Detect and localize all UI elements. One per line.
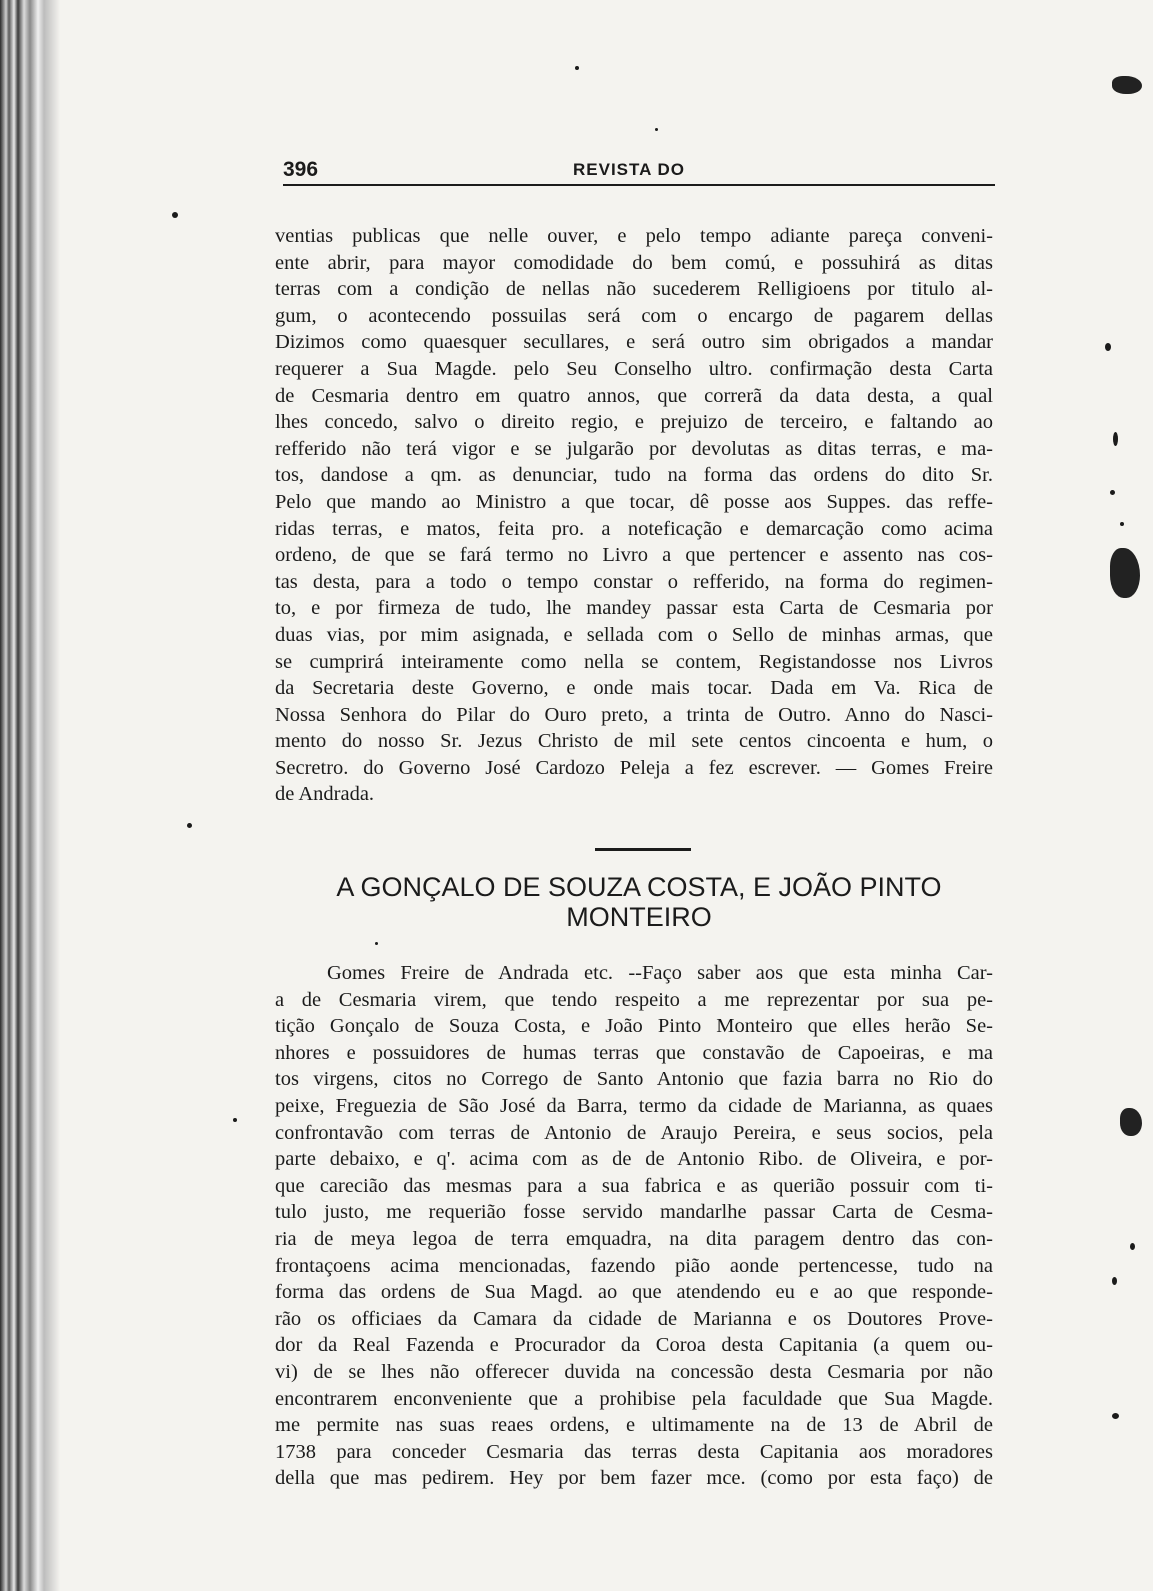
text-line: nhores e possuidores de humas terras que constavão de Capoeiras, e ma [275, 1041, 993, 1064]
page-number: 396 [283, 158, 319, 181]
text-line: Dizimos como quaesquer secullares, e será outro sim obrigados a mandar [275, 331, 993, 354]
text-line: Pelo que mando ao Ministro a que tocar, dê posse aos Suppes. das reffe- [275, 490, 993, 513]
text-line: da Secretaria deste Governo, e onde mais tocar. Dada em Va. Rica de [275, 677, 993, 700]
text-line: me permite nas suas reaes ordens, e ultimamente na de 13 de Abril de [275, 1414, 993, 1437]
text-line: dor da Real Fazenda e Procurador da Coroa desta Capitania (a quem ou- [275, 1334, 993, 1357]
text-line: a de Cesmaria virem, que tendo respeito a me reprezentar por sua pe- [275, 988, 993, 1011]
section-heading-line: A GONÇALO DE SOUZA COSTA, E JOÃO PINTO [336, 872, 942, 902]
scan-speck [1105, 343, 1111, 351]
text-line: Gomes Freire de Andrada etc. --Faço saber aos que esta minha Car- [327, 962, 993, 984]
scan-speck [575, 66, 579, 70]
text-line: to, e por firmeza de tudo, lhe mandey passar esta Carta de Cesmaria por [275, 597, 993, 620]
text-line: duas vias, por mim asignada, e sellada com o Sello de minhas armas, que [275, 623, 993, 646]
scan-speck [1110, 490, 1115, 495]
scan-speck [1112, 1277, 1117, 1285]
text-line: ridas terras, e matos, feita pro. a noteficação e demarcação como acima [275, 517, 993, 540]
text-line: ente abrir, para mayor comodidade do bem comú, e possuhirá as ditas [275, 251, 993, 274]
text-line: requerer a Sua Magde. pelo Seu Conselho ultro. confirmação desta Carta [275, 357, 993, 380]
text-line: se cumprirá inteiramente como nella se contem, Registandosse nos Livros [275, 650, 993, 673]
text-line: ordeno, de que se fará termo no Livro a que pertencer e assento nas cos- [275, 544, 993, 567]
body-text-top [275, 223, 993, 808]
text-line: Secretro. do Governo José Cardozo Peleja a fez escrever. — Gomes Freire [275, 756, 993, 779]
section-divider [595, 848, 691, 851]
section-heading [283, 872, 995, 932]
text-line: encontrarem enconveniente que a prohibise pela faculdade que Sua Magde. [275, 1387, 993, 1410]
text-line: tos virgens, citos no Corrego de Santo Antonio que fazia barra no Rio do [275, 1068, 993, 1091]
text-line: tição Gonçalo de Souza Costa, e João Pinto Monteiro que elles herão Se- [275, 1015, 993, 1038]
text-line: lhes concedo, salvo o direito regio, e prejuizo de terceiro, e faltando ao [275, 411, 993, 434]
scan-speck [172, 212, 178, 218]
scan-speck [233, 1118, 237, 1122]
text-line: forma das ordens de Sua Magd. ao que atendendo eu e ao que responde- [275, 1281, 993, 1304]
text-line: refferido não terá vigor e se julgarão por devolutas as ditas terras, e ma- [275, 437, 993, 460]
text-line: ventias publicas que nelle ouver, e pelo tempo adiante pareça conveni- [275, 225, 993, 247]
scan-speck [1113, 432, 1118, 446]
ink-blot [1120, 1108, 1142, 1136]
text-line: terras com a condição de nellas não sucederem Relligioens por titulo al- [275, 278, 993, 301]
text-line: tas desta, para a todo o tempo constar o refferido, na forma do regimen- [275, 570, 993, 593]
text-line: que carecião das mesmas para a sua fabrica e as querião possuir com ti- [275, 1174, 993, 1197]
scan-speck [1130, 1243, 1135, 1250]
ink-blot [1110, 548, 1140, 598]
scan-speck [1112, 1413, 1119, 1419]
scan-speck [1120, 522, 1124, 526]
text-line: tulo justo, me requerião fosse servido mandarlhe passar Carta de Cesma- [275, 1201, 993, 1224]
running-title: REVISTA DO [573, 160, 686, 179]
section-heading-line: MONTEIRO [566, 902, 712, 932]
scan-speck [187, 823, 192, 828]
text-line: parte debaixo, e q'. acima com as de de Antonio Ribo. de Oliveira, e por- [275, 1148, 993, 1171]
scan-speck [375, 942, 378, 945]
text-line: Nossa Senhora do Pilar do Ouro preto, a trinta de Outro. Anno do Nasci- [275, 703, 993, 726]
text-line: della que mas pedirem. Hey por bem fazer mce. (como por esta faço) de [275, 1467, 993, 1490]
text-line: tos, dandose a qm. as denunciar, tudo na forma das ordens do dito Sr. [275, 464, 993, 487]
body-text-bottom [275, 960, 993, 1492]
text-line: ria de meya legoa de terra emquadra, na dita paragem dentro das con- [275, 1227, 993, 1250]
text-line: mento do nosso Sr. Jezus Christo de mil sete centos cincoenta e hum, o [275, 730, 993, 753]
text-line: peixe, Freguezia de São José da Barra, termo da cidade de Marianna, as quaes [275, 1094, 993, 1117]
text-line: de Andrada. [275, 783, 375, 806]
text-line: 1738 para conceder Cesmaria das terras desta Capitania aos moradores [275, 1440, 993, 1463]
ink-blot [1112, 76, 1142, 94]
book-spine-edge [0, 0, 70, 1591]
text-line: gum, o acontecendo possuilas será com o encargo de pagarem dellas [275, 304, 993, 327]
text-line: de Cesmaria dentro em quatro annos, que correrã da data desta, a qual [275, 384, 993, 407]
text-line: rão os officiaes da Camara da cidade de Marianna e os Doutores Prove- [275, 1307, 993, 1330]
text-line: confrontavão com terras de Antonio de Araujo Pereira, e seus socios, pela [275, 1121, 993, 1144]
text-line: frontaçoens acima mencionadas, fazendo pião aonde pertencesse, tudo na [275, 1254, 993, 1277]
header-rule [283, 184, 995, 186]
scan-speck [655, 128, 658, 131]
text-line: vi) de se lhes não offerecer duvida na concessão desta Cesmaria por não [275, 1360, 993, 1383]
